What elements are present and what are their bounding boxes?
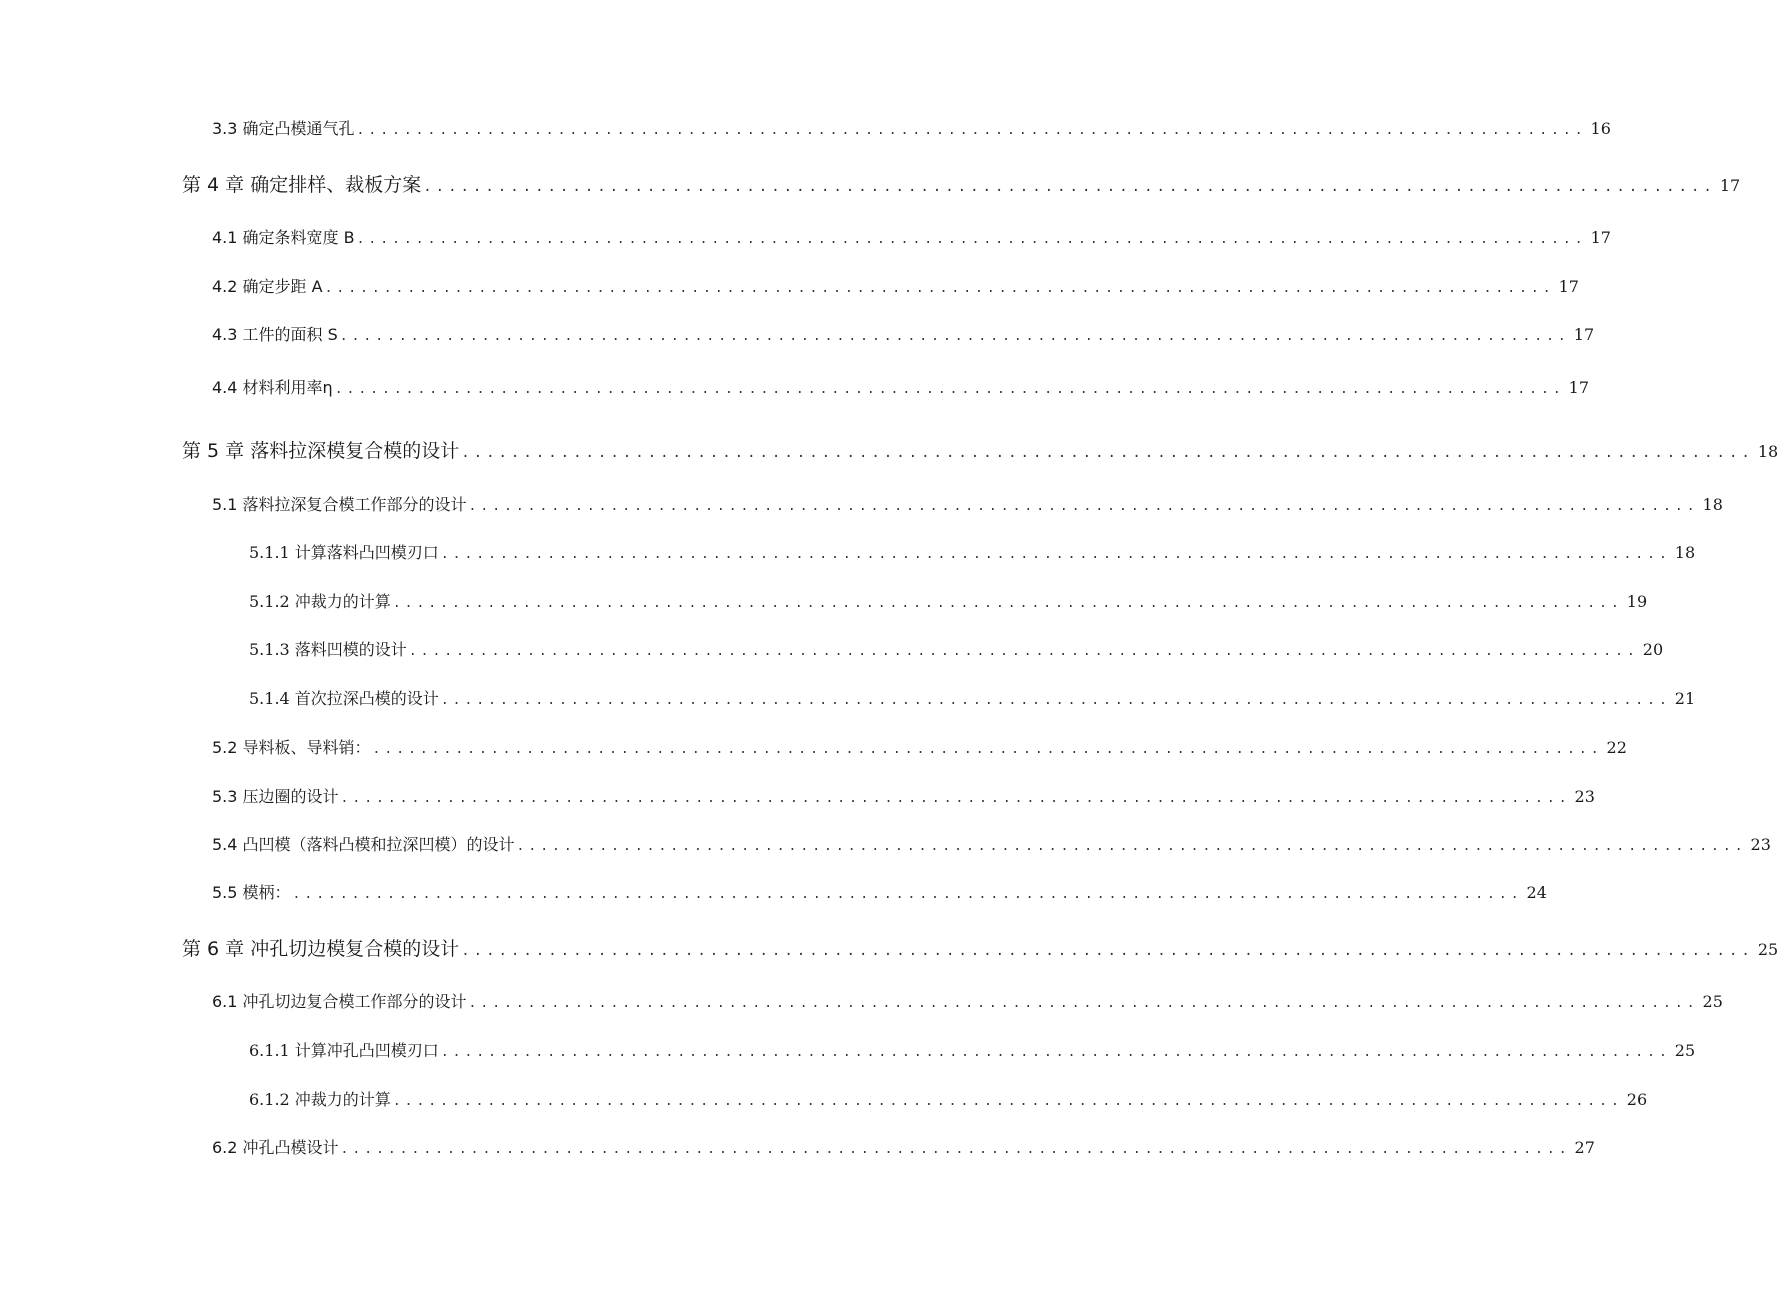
- toc-entry-chapter-5[interactable]: [182, 440, 1778, 462]
- dot-leader: ........................................................................................................: [340, 791, 1571, 806]
- dot-leader: ........................................................................................................: [339, 329, 1570, 344]
- toc-entry-label: 4.1 确定条料宽度 B: [212, 228, 355, 247]
- toc-entry-6-1-1[interactable]: [249, 1041, 1696, 1060]
- dot-leader: ........................................................................................................: [392, 1094, 1623, 1109]
- toc-entry-label: 6.1.2 冲裁力的计算: [249, 1090, 391, 1109]
- toc-entry-label: 5.1.2 冲裁力的计算: [249, 592, 391, 611]
- toc-entry-page: 26: [1626, 1090, 1648, 1109]
- toc-entry-label: 5.1.3 落料凹模的设计: [249, 640, 407, 659]
- dot-leader: ........................................................................................................: [516, 839, 1747, 854]
- toc-entry-page: 18: [1757, 442, 1778, 461]
- dot-leader: ........................................................................................................: [356, 232, 1587, 247]
- toc-entry-6-1-2[interactable]: [249, 1090, 1648, 1109]
- toc-entry-label: 5.4 凸凹模（落料凸模和拉深凹模）的设计: [212, 835, 515, 854]
- toc-entry-label: 5.3 压边圈的设计: [212, 787, 339, 806]
- dot-leader: ........................................................................................................: [423, 179, 1716, 195]
- toc-entry-page: 23: [1574, 787, 1595, 806]
- toc-entry-5-1-3[interactable]: [249, 640, 1664, 659]
- toc-entry-label: 6.1.1 计算冲孔凸凹模刃口: [249, 1041, 439, 1060]
- toc-entry-page: 17: [1558, 277, 1579, 296]
- dot-leader: ........................................................................................................: [340, 1142, 1571, 1157]
- toc-entry-3-3[interactable]: [212, 119, 1611, 138]
- toc-entry-label: 5.1 落料拉深复合模工作部分的设计: [212, 495, 467, 514]
- toc-entry-page: 17: [1568, 378, 1590, 397]
- toc-entry-5-4[interactable]: [212, 835, 1771, 854]
- toc-entry-page: 25: [1757, 940, 1778, 959]
- dot-leader: ........................................................................................................: [324, 281, 1555, 296]
- toc-entry-6-1[interactable]: [212, 992, 1723, 1011]
- toc-entry-4-4[interactable]: [212, 378, 1590, 397]
- toc-entry-page: 17: [1719, 176, 1741, 195]
- toc-entry-page: 18: [1674, 543, 1696, 562]
- dot-leader: ........................................................................................................: [440, 547, 1671, 562]
- toc-entry-label: 5.1.4 首次拉深凸模的设计: [249, 689, 439, 708]
- toc-entry-page: 23: [1750, 835, 1771, 854]
- toc-entry-label: 4.4 材料利用率η: [212, 378, 333, 397]
- toc-entry-5-1-2[interactable]: [249, 592, 1648, 611]
- dot-leader: ........................................................................................................: [292, 887, 1523, 902]
- toc-entry-page: 22: [1606, 738, 1627, 757]
- toc-entry-page: 24: [1526, 883, 1547, 902]
- toc-entry-5-1-1[interactable]: [249, 543, 1696, 562]
- toc-entry-label: 6.1 冲孔切边复合模工作部分的设计: [212, 992, 467, 1011]
- toc-entry-page: 27: [1574, 1138, 1595, 1157]
- toc-entry-page: 17: [1573, 325, 1595, 344]
- toc-entry-label: 3.3 确定凸模通气孔: [212, 119, 355, 138]
- toc-entry-label: 5.1.1 计算落料凸凹模刃口: [249, 543, 439, 562]
- toc-entry-label: 4.3 工件的面积 S: [212, 325, 338, 344]
- toc-entry-4-1[interactable]: [212, 228, 1611, 247]
- toc-entry-6-2[interactable]: [212, 1138, 1595, 1157]
- toc-entry-page: 19: [1626, 592, 1648, 611]
- dot-leader: ........................................................................................................: [408, 644, 1639, 659]
- toc-entry-5-1-4[interactable]: [249, 689, 1696, 708]
- toc-entry-page: 25: [1702, 992, 1723, 1011]
- dot-leader: ........................................................................................................: [461, 943, 1754, 959]
- toc-entry-page: 18: [1702, 495, 1723, 514]
- toc-entry-4-3[interactable]: [212, 325, 1595, 344]
- toc-entry-5-1[interactable]: [212, 495, 1723, 514]
- toc-entry-5-2[interactable]: [212, 738, 1627, 757]
- toc-entry-label: 5.2 导料板、导料销：: [212, 738, 371, 757]
- toc-entry-5-5[interactable]: [212, 883, 1547, 902]
- toc-entry-label: 5.5 模柄：: [212, 883, 291, 902]
- dot-leader: ........................................................................................................: [334, 382, 1565, 397]
- toc-entry-label: 第 4 章 确定排样、裁板方案: [182, 174, 422, 196]
- toc-entry-label: 6.2 冲孔凸模设计: [212, 1138, 339, 1157]
- dot-leader: ........................................................................................................: [468, 499, 1699, 514]
- dot-leader: ........................................................................................................: [440, 1045, 1671, 1060]
- toc-entry-page: 16: [1590, 119, 1611, 138]
- toc-entry-label: 4.2 确定步距 A: [212, 277, 323, 296]
- dot-leader: ........................................................................................................: [440, 693, 1671, 708]
- dot-leader: ........................................................................................................: [392, 596, 1623, 611]
- toc-entry-page: 17: [1590, 228, 1611, 247]
- toc-entry-label: 第 6 章 冲孔切边模复合模的设计: [182, 938, 460, 960]
- dot-leader: ........................................................................................................: [372, 742, 1603, 757]
- dot-leader: ........................................................................................................: [461, 445, 1754, 461]
- toc-entry-5-3[interactable]: [212, 787, 1595, 806]
- toc-entry-page: 20: [1642, 640, 1664, 659]
- toc-entry-chapter-4[interactable]: [182, 174, 1741, 196]
- toc-entry-4-2[interactable]: [212, 277, 1579, 296]
- dot-leader: ........................................................................................................: [356, 123, 1587, 138]
- toc-entry-chapter-6[interactable]: [182, 938, 1778, 960]
- dot-leader: ........................................................................................................: [468, 996, 1699, 1011]
- toc-entry-page: 21: [1674, 689, 1696, 708]
- toc-entry-page: 25: [1674, 1041, 1696, 1060]
- toc-entry-label: 第 5 章 落料拉深模复合模的设计: [182, 440, 460, 462]
